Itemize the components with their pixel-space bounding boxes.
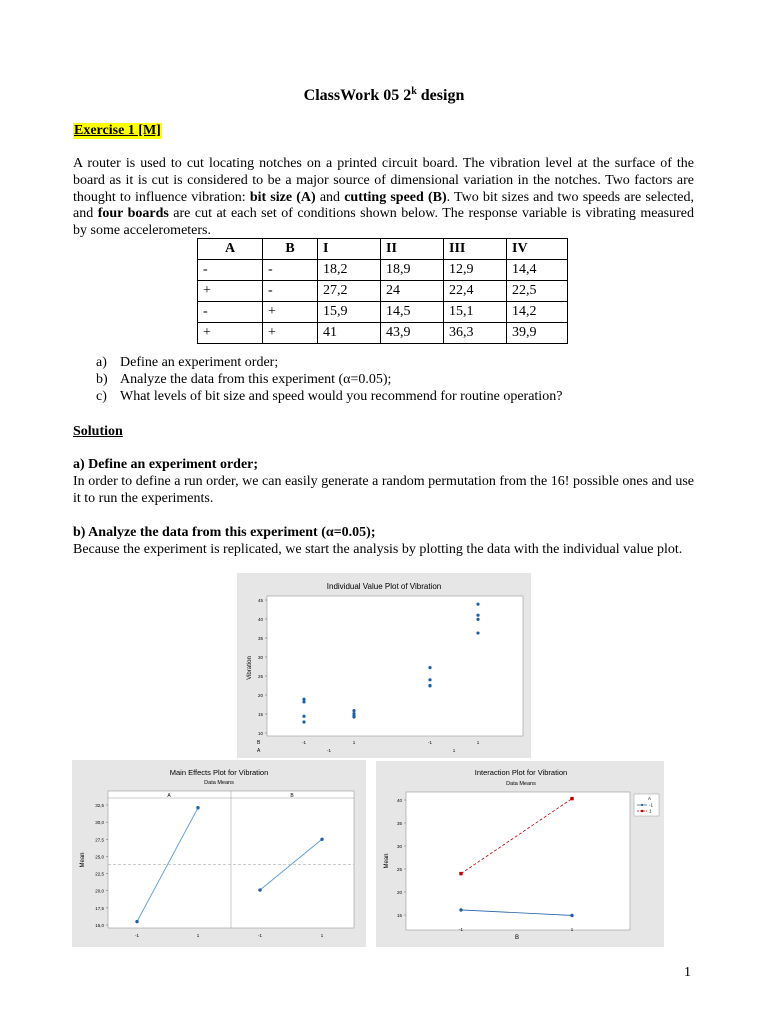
section-b-text: Because the experiment is replicated, we start the analysis by plotting the data with the individual value plot. [73,542,683,557]
y-tick-label: 30 [396,844,402,849]
data-point [428,684,431,687]
legend-marker [641,810,643,812]
y-tick-label: 35 [396,821,402,826]
y-tick-label: 25 [257,674,263,679]
table-cell: 27,2 [318,281,381,302]
y-tick-label: 30 [257,655,263,660]
table-cell: 12,9 [444,260,507,281]
plot-area [406,792,630,930]
y-tick-label: 45 [257,598,263,603]
main-effects-plot-svg [72,760,366,947]
table-cell: - [198,260,263,281]
question-item: c) What levels of bit size and speed would you recommend for routine operation? [96,389,563,404]
table-cell: - [198,302,263,323]
table-cell: 22,4 [444,281,507,302]
mean-point [135,920,138,923]
table-row [198,323,568,344]
table-cell: + [198,281,263,302]
b-tick-label: -1 [427,740,433,745]
legend-entry: -1 [649,802,654,808]
table-row [198,260,568,281]
interaction-plot-svg [376,761,664,947]
y-tick-label: 22,5 [95,871,104,877]
data-point [352,715,355,718]
y-tick-label: 25 [396,867,402,872]
x-tick-label: -1 [134,933,140,938]
b-tick-label: -1 [301,740,307,745]
x-tick-label: -1 [257,933,263,938]
table-cell: 39,9 [507,323,568,344]
table-row [198,302,568,323]
y-tick-label: 25,0 [95,854,104,860]
data-point [476,614,479,617]
chart-subtitle: Data Means [506,781,536,787]
table-header: A [198,239,263,260]
y-tick-label: 20 [396,890,402,895]
table-header: III [444,239,507,260]
intro-paragraph: A router is used to cut locating notches on a printed circuit board. The vibration level at the surface of the board as it is cut is considered to be a major source of dimensional variation in the notches. Two factors are thought to influence vibration: bit size (A) and cutting speed (B). Two bit sizes and two speeds are selected, and four boards are cut at each set of conditions shown below. The response variable is vibrating measured by some accelerometers. [73,156,694,239]
mean-point [320,838,323,841]
mean-point [570,914,573,917]
row-label-a: A [257,748,261,754]
table-cell: 43,9 [381,323,444,344]
individual-value-plot [237,573,531,758]
plot-area [267,596,523,736]
question-item: b) Analyze the data from this experiment (α=0.05); [96,372,392,387]
y-tick-label: 27,5 [95,837,104,843]
section-b-heading: b) Analyze the data from this experiment (α=0.05); [73,525,376,540]
data-point [476,603,479,606]
table-header: IV [507,239,568,260]
table-row [198,281,568,302]
page-title: ClassWork 05 2$^k$ design [303,86,465,104]
table-header: B [263,239,318,260]
chart-title: Interaction Plot for Vibration [474,768,568,777]
b-tick-label: 1 [476,740,480,745]
table-cell: 24 [381,281,444,302]
table-cell: 14,5 [381,302,444,323]
y-tick-label: 30,0 [95,820,104,826]
table-cell: 36,3 [444,323,507,344]
legend-title: A [648,796,652,801]
row-label-b: B [257,740,261,746]
table-cell: 15,1 [444,302,507,323]
panel-label-a: A [167,793,171,799]
x-tick-label: 1 [570,927,574,932]
page-number: 1 [684,965,691,980]
data-point [352,709,355,712]
table-header: II [381,239,444,260]
mean-point [258,888,261,891]
a-tick-label: -1 [326,748,332,753]
y-tick-label: 20,0 [95,888,104,894]
b-tick-label: 1 [352,740,356,745]
exercise-label: Exercise 1 [M] [74,123,161,138]
y-tick-label: 35 [257,636,263,641]
chart-title: Individual Value Plot of Vibration [326,582,442,591]
y-axis-label: Mean [384,853,390,869]
y-tick-label: 32,5 [95,803,104,808]
table-header: I [318,239,381,260]
section-a-text: In order to define a run order, we can easily generate a random permutation from the 16! possible ones and use it to run the experiments. [73,474,694,506]
table-cell: 41 [318,323,381,344]
individual-value-plot-svg [237,573,531,758]
y-tick-label: 15,0 [95,923,104,928]
data-point [352,712,355,715]
y-tick-label: 15 [396,913,402,918]
table-cell: + [263,302,318,323]
table-cell: + [263,323,318,344]
y-tick-label: 20 [257,693,263,698]
data-point [302,715,305,718]
y-tick-label: 40 [257,617,263,622]
x-tick-label: 1 [196,933,200,938]
main-effects-plot [72,760,366,947]
data-point [428,678,431,681]
table-cell: 18,2 [318,260,381,281]
y-tick-label: 15 [257,712,263,717]
data-point [476,618,479,621]
data-point [302,698,305,701]
mean-point [459,908,462,911]
y-tick-label: 17,5 [95,905,104,911]
table-cell: + [198,323,263,344]
panel-label-b: B [290,793,294,799]
y-tick-label: 40 [396,798,402,803]
chart-subtitle: Data Means [204,780,234,786]
table-cell: - [263,281,318,302]
table-cell: - [263,260,318,281]
table-cell: 22,5 [507,281,568,302]
y-tick-label: 10 [257,731,263,736]
section-a-heading: a) Define an experiment order; [73,457,259,472]
x-tick-label: 1 [320,933,324,938]
y-axis-label: Vibration [247,656,253,680]
x-tick-label: -1 [458,927,464,932]
table-cell: 14,4 [507,260,568,281]
mean-point [196,806,199,809]
table-cell: 18,9 [381,260,444,281]
mean-point [570,797,573,800]
legend-marker [641,804,643,806]
mean-point [459,872,462,875]
chart-title: Main Effects Plot for Vibration [169,768,269,777]
solution-heading: Solution [73,424,123,439]
question-list [96,354,562,405]
table-cell: 15,9 [318,302,381,323]
data-point [302,720,305,723]
interaction-plot [376,761,664,947]
table-cell: 14,2 [507,302,568,323]
a-tick-label: 1 [452,748,456,753]
table-header-row [198,239,568,260]
legend-entry: 1 [649,808,652,814]
data-point [476,631,479,634]
y-axis-label: Mean [80,852,86,868]
x-axis-label: B [514,935,520,941]
question-item: a) Define an experiment order; [96,355,279,370]
data-point [428,666,431,669]
data-table [197,238,568,344]
